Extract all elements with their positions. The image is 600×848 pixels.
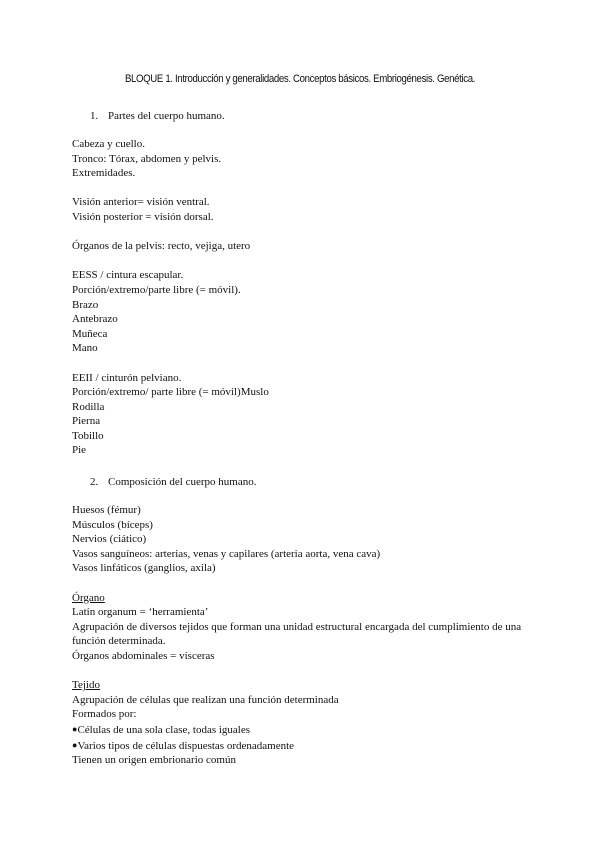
bullet-icon: ●: [72, 739, 78, 750]
text-line: Mano: [72, 342, 98, 355]
text-line: Huesos (fémur): [72, 504, 141, 516]
text-line: Músculos (bíceps): [72, 518, 153, 531]
text-line: Agrupación de células que realizan una función determinada: [72, 693, 339, 706]
bullet-text: Células de una sola clase, todas iguales: [77, 723, 251, 736]
section-number: 2.: [90, 476, 99, 488]
text-line: Muñeca: [72, 327, 108, 340]
text-paragraph: Agrupación de diversos tejidos que forman una unidad estructural encargada del cumplimiento de una función determinada.: [72, 620, 522, 648]
text-line: Nervios (ciático): [72, 533, 147, 546]
part2-body: [72, 503, 542, 768]
text-line: Extremidades.: [72, 167, 136, 180]
section-heading-text: Partes del cuerpo humano.: [108, 110, 225, 122]
text-line: Rodilla: [72, 400, 105, 413]
text-line: Cabeza y cuello.: [72, 138, 145, 150]
tejido-heading: Tejido: [72, 679, 100, 692]
bullet-text: Varios tipos de células dispuestas ordenadamente: [77, 739, 295, 752]
bullet-item: [72, 722, 542, 738]
text-line: EESS / cintura escapular.: [72, 269, 184, 282]
part1-body: [72, 137, 542, 458]
text-line: Vasos sanguíneos: arterias, venas y capilares (arteria aorta, vena cava): [72, 547, 381, 560]
text-line: Vasos linfáticos (ganglios, axila): [72, 562, 216, 575]
document-title: BLOQUE 1. Introducción y generalidades. Conceptos básicos. Embriogénesis. Genética.: [124, 73, 476, 85]
text-line: Pierna: [72, 415, 101, 428]
text-line: Porción/extremo/ parte libre (= móvil)Muslo: [72, 386, 269, 399]
bullet-item: [72, 738, 542, 754]
text-line: Tienen un origen embrionario común: [72, 754, 236, 767]
section-heading-1: [90, 110, 225, 122]
text-line: Visión anterior= visión ventral.: [72, 196, 210, 209]
text-line: Visión posterior = visión dorsal.: [72, 210, 214, 223]
text-line: Brazo: [72, 298, 99, 311]
text-line: Tobillo: [72, 429, 104, 442]
text-line: Órganos abdominales = vísceras: [72, 649, 215, 662]
text-line: EEII / cinturón pelviano.: [72, 371, 182, 384]
section-heading-2: [90, 476, 256, 488]
bullet-icon: ●: [72, 723, 78, 734]
text-line: Órganos de la pelvis: recto, vejiga, utero: [72, 240, 251, 253]
section-number: 1.: [90, 110, 99, 122]
text-line: Porción/extremo/parte libre (= móvil).: [72, 283, 241, 296]
text-line: Latín organum = ‘herramienta’: [72, 606, 209, 619]
text-line: Pie: [72, 444, 87, 457]
organo-heading: Órgano: [72, 591, 105, 604]
text-line: Formados por:: [72, 708, 137, 721]
text-line: Tronco: Tórax, abdomen y pelvis.: [72, 152, 222, 165]
section-heading-text: Composición del cuerpo humano.: [108, 476, 257, 488]
text-line: Antebrazo: [72, 313, 118, 326]
